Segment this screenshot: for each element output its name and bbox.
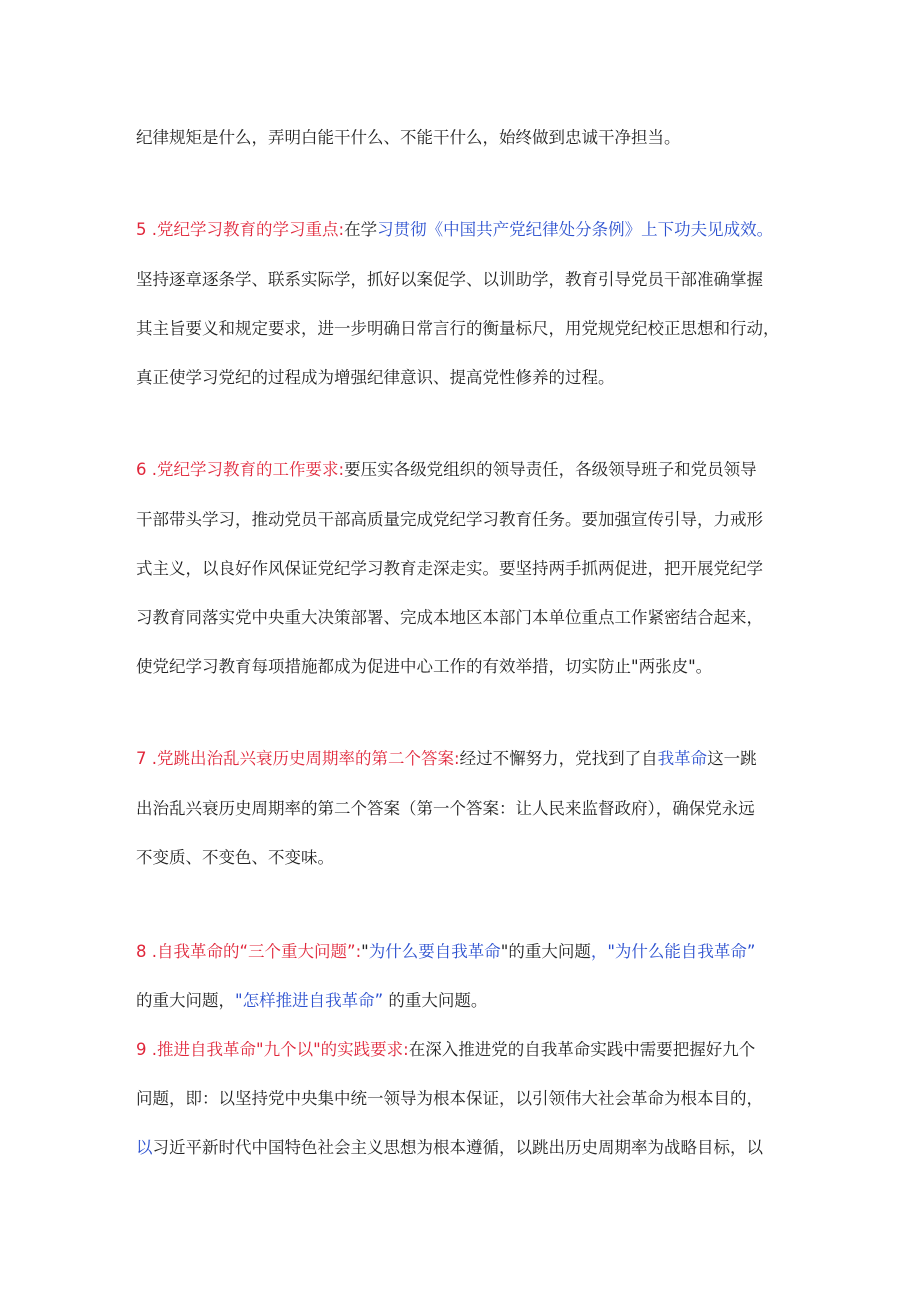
item-8-q2: ，"为什么能自我革命” (590, 942, 756, 961)
item-7-line-2: 出治乱兴衰历史周期率的第二个答案（第一个答案：让人民来监督政府），确保党永远 (136, 799, 755, 818)
item-9-line-1 (136, 1039, 755, 1061)
item-9-line-1-rest: 在深入推进党的自我革命实践中需要把握好九个 (408, 1040, 756, 1059)
item-7-number: 7 (136, 749, 147, 768)
item-9-line-3-a: 以 (136, 1138, 153, 1157)
item-6-line-4: 习教育同落实党中央重大决策部署、完成本地区本部门本单位重点工作紧密结合起来， (136, 608, 763, 627)
item-8-q1-close: "的重大问题 (500, 942, 591, 961)
item-8-q1: 为什么要自我革命 (368, 942, 501, 961)
item-5-line-3: 其主旨要义和规定要求，进一步明确日常言行的衡量标尺，用党规党纪校正思想和行动， (136, 319, 780, 338)
item-5-text-a: 在学 (344, 220, 378, 239)
item-6-heading: .党纪学习教育的工作要求: (151, 460, 345, 479)
item-8-line-2-a: 的重大问题， (136, 991, 235, 1010)
item-9-line-3-b: 习近平新时代中国特色社会主义思想为根本遵循，以跳出历史周期率为战略目标，以 (152, 1138, 763, 1157)
item-8-number: 8 (136, 942, 147, 961)
item-9-line-2: 问题，即：以坚持党中央集中统一领导为根本保证，以引领伟大社会革命为根本目的， (136, 1089, 763, 1108)
item-9-number: 9 (136, 1040, 147, 1059)
item-5-line-2: 坚持逐章逐条学、联系实际学，抓好以案促学、以训助学，教育引导党员干部准确掌握 (136, 270, 763, 289)
item-6-line-2: 干部带头学习，推动党员干部高质量完成党纪学习教育任务。要加强宣传引导，力戒形 (136, 510, 763, 529)
item-5-text-b: 习贯彻《中国共产党纪律处分条例》上下功夫见成效。 (377, 220, 774, 239)
item-8-line-2-b: 的重大问题。 (388, 991, 488, 1010)
item-8-line-2 (136, 990, 487, 1012)
item-6-line-5: 使党纪学习教育每项措施都成为促进中心工作的有效举措，切实防止"两张皮"。 (136, 657, 713, 676)
item-6-line-3: 式主义，以良好作风保证党纪学习教育走深走实。要坚持两手抓两促进，把开展党纪学 (136, 559, 763, 578)
item-6-number: 6 (136, 460, 147, 479)
item-8-q3: "怎样推进自我革命” (235, 991, 384, 1010)
item-8-line-1 (136, 941, 755, 963)
item-7-text-b: 我革命 (657, 749, 708, 768)
item-8-q1-open: " (361, 942, 369, 961)
item-9-heading: .推进自我革命"九个以"的实践要求: (151, 1040, 409, 1059)
item-7-line-3: 不变质、不变色、不变味。 (136, 848, 334, 867)
item-6-line-1-rest: 要压实各级党组织的领导责任，各级领导班子和党员领导 (344, 460, 757, 479)
item-5-line-4: 真正使学习党纪的过程成为增强纪律意识、提高党性修养的过程。 (136, 368, 615, 387)
item-5-heading: .党纪学习教育的学习重点: (151, 220, 345, 239)
item-9-line-3 (136, 1137, 763, 1159)
intro-line-1: 纪律规矩是什么，弄明白能干什么、不能干什么，始终做到忠诚干净担当。 (136, 128, 681, 147)
item-5-line-1 (136, 219, 773, 241)
item-7-line-1 (136, 748, 757, 770)
item-7-text-c: 这一跳 (707, 749, 757, 768)
item-7-heading: .党跳出治乱兴衰历史周期率的第二个答案: (151, 749, 460, 768)
item-8-heading: .自我革命的“三个重大问题”: (151, 942, 362, 961)
item-7-text-a: 经过不懈努力，党找到了自 (459, 749, 658, 768)
item-6-line-1 (136, 459, 757, 481)
item-5-number: 5 (136, 220, 147, 239)
